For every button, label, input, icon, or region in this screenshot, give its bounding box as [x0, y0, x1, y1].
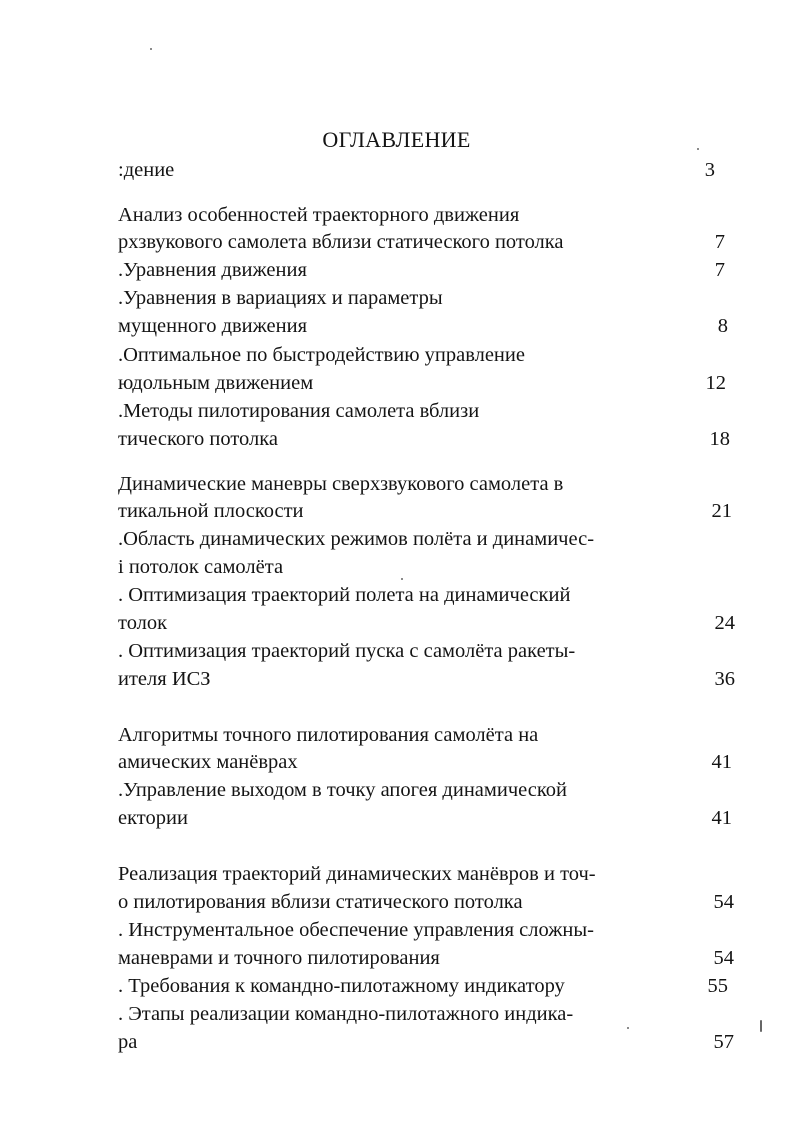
scan-speck: [627, 1027, 629, 1029]
toc-page-9: 18: [709, 428, 730, 450]
toc-page-0: 3: [704, 159, 715, 181]
toc-line-9: тического потолка: [118, 428, 278, 450]
scan-speck: [150, 48, 152, 50]
toc-page-25: 54: [713, 947, 734, 969]
toc-page-19: 41: [711, 751, 732, 773]
toc-line-16: . Оптимизация траекторий пуска с самолёта ракеты-: [118, 640, 576, 662]
toc-page-23: 54: [713, 891, 734, 913]
scan-speck: [697, 148, 699, 150]
toc-page-5: 8: [717, 315, 728, 337]
toc-page-26: 55: [707, 975, 728, 997]
toc-line-25: маневрами и точного пилотирования: [118, 947, 440, 969]
toc-page-7: 12: [705, 372, 726, 394]
toc-line-12: .Область динамических режимов полёта и динамичес-: [118, 528, 595, 550]
toc-line-24: . Инструментальное обеспечение управления сложны-: [118, 919, 594, 941]
toc-line-10: Динамические маневры сверхзвукового самолета в: [118, 473, 564, 495]
toc-line-19: амических манёврах: [118, 751, 298, 773]
scan-speck: [760, 1020, 762, 1032]
toc-page-3: 7: [714, 259, 725, 281]
page-title: ОГЛАВЛЕНИЕ: [322, 127, 471, 152]
toc-line-28: ра: [118, 1031, 138, 1053]
toc-line-2: рхзвукового самолета вблизи статического потолка: [118, 231, 564, 253]
toc-line-18: Алгоритмы точного пилотирования самолёта на: [118, 724, 539, 746]
toc-line-13: і потолок самолёта: [118, 556, 284, 578]
toc-line-14: . Оптимизация траекторий полета на динамический: [118, 584, 571, 606]
toc-page-17: 36: [714, 668, 735, 690]
toc-line-6: .Оптимальное по быстродействию управление: [118, 344, 525, 366]
toc-line-20: .Управление выходом в точку апогея динамической: [118, 779, 568, 801]
toc-line-23: о пилотирования вблизи статического потолка: [118, 891, 523, 913]
scan-speck: [401, 578, 403, 580]
toc-line-11: тикальной плоскости: [118, 500, 304, 522]
toc-line-7: юдольным движением: [118, 372, 314, 394]
toc-line-15: толок: [118, 612, 168, 634]
toc-line-26: . Требования к командно-пилотажному индикатору: [118, 975, 565, 997]
toc-line-27: . Этапы реализации командно-пилотажного индика-: [118, 1003, 574, 1025]
toc-line-4: .Уравнения в вариациях и параметры: [118, 287, 443, 309]
toc-line-8: .Методы пилотирования самолета вблизи: [118, 400, 480, 422]
toc-line-21: ектории: [118, 807, 188, 829]
toc-page-21: 41: [711, 807, 732, 829]
toc-line-0: :дение: [118, 159, 175, 181]
toc-line-1: Анализ особенностей траекторного движения: [118, 204, 520, 226]
toc-page-28: 57: [713, 1031, 734, 1053]
toc-line-22: Реализация траекторий динамических манёвров и точ-: [118, 863, 596, 885]
toc-line-17: ителя ИСЗ: [118, 668, 211, 690]
toc-line-5: мущенного движения: [118, 315, 308, 337]
toc-page-15: 24: [714, 612, 735, 634]
toc-page-11: 21: [711, 500, 732, 522]
toc-page-2: 7: [714, 231, 725, 253]
toc-line-3: .Уравнения движения: [118, 259, 307, 281]
